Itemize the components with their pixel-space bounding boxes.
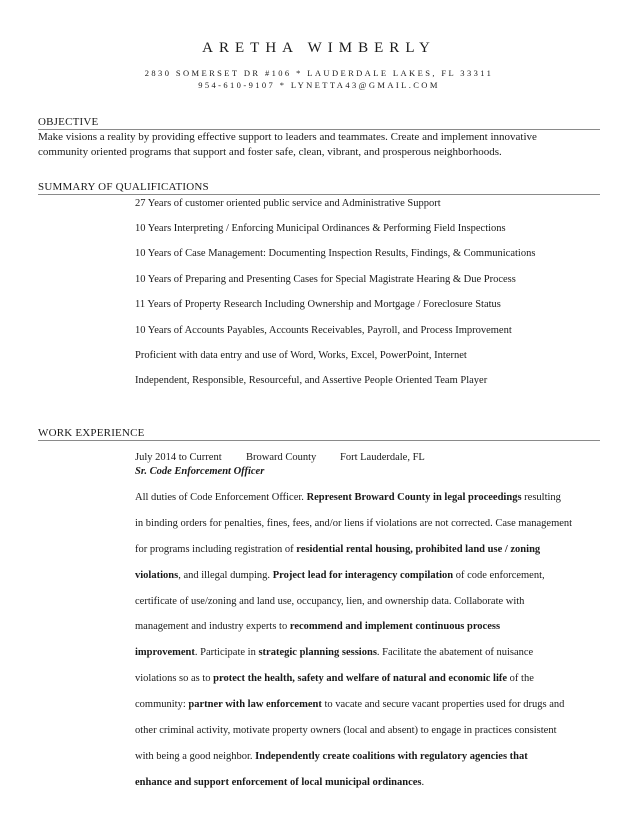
desc-text: , and illegal dumping. (178, 570, 273, 581)
desc-text: community: (135, 699, 189, 710)
job-description-line (135, 725, 557, 736)
job-location: Fort Lauderdale, FL (340, 452, 425, 463)
job-description-line (135, 777, 424, 788)
resume-name: ARETHA WIMBERLY (202, 40, 436, 56)
job-description-line (135, 751, 528, 762)
objective-heading: OBJECTIVE (38, 116, 99, 128)
job-description-line (135, 596, 524, 607)
desc-text: . Participate in (194, 647, 259, 658)
desc-bold: improvement (135, 647, 195, 658)
desc-bold: enhance and support enforcement of local municipal ordinances (135, 777, 422, 788)
phone-email-line: 954-610-9107 * LYNETTA43@GMAIL.COM (198, 80, 440, 90)
desc-text: for programs including registration of (135, 544, 297, 555)
desc-text: in binding orders for penalties, fines, fees, and/or liens if violations are not corrected. Case management (135, 518, 573, 529)
desc-bold: Independently create coalitions with regulatory agencies that (255, 751, 528, 762)
desc-text: resulting (521, 492, 561, 503)
job-organization: Broward County (246, 452, 317, 463)
work-divider (38, 440, 600, 441)
desc-bold: strategic planning sessions (258, 647, 377, 658)
objective-line-1: Make visions a reality by providing effective support to leaders and teammates. Create and implement innovative (38, 131, 537, 143)
desc-bold: protect the health, safety and welfare of natural and economic life (213, 673, 508, 684)
desc-bold: residential rental housing, prohibited land use / zoning (296, 544, 541, 555)
desc-bold: recommend and implement continuous process (289, 621, 501, 632)
job-title: Sr. Code Enforcement Officer (135, 466, 265, 477)
job-description-line (135, 647, 533, 658)
objective-divider (38, 129, 600, 130)
desc-text: . Facilitate the abatement of nuisance (376, 647, 534, 658)
desc-text: other criminal activity, motivate property owners (local and absent) to engage in practices consistent (135, 725, 557, 736)
desc-text: to vacate and secure vacant properties used for drugs and (321, 699, 565, 710)
desc-text: management and industry experts to (135, 621, 290, 632)
desc-text: violations so as to (135, 673, 214, 684)
qualification-item: 10 Years of Case Management: Documenting Inspection Results, Findings, & Communications (135, 248, 536, 259)
job-description-line (135, 699, 564, 710)
desc-text: certificate of use/zoning and land use, occupancy, lien, and ownership data. Collaborate with (135, 596, 525, 607)
objective-line-2: community oriented programs that support and foster safe, clean, vibrant, and prosperous neighborhoods. (38, 146, 502, 158)
job-description-line (135, 673, 534, 684)
qualification-item: 27 Years of customer oriented public service and Administrative Support (135, 198, 441, 209)
address-line: 2830 SOMERSET DR #106 * LAUDERDALE LAKES, FL 33311 (144, 68, 494, 78)
qualifications-divider (38, 194, 600, 195)
desc-bold: partner with law enforcement (188, 699, 322, 710)
job-description-line (135, 621, 500, 632)
job-dates: July 2014 to Current (135, 452, 222, 463)
qualification-item: Proficient with data entry and use of Word, Works, Excel, PowerPoint, Internet (135, 350, 467, 361)
job-description-line (135, 570, 545, 581)
desc-bold: violations (135, 570, 179, 581)
work-heading: WORK EXPERIENCE (38, 427, 145, 439)
desc-text: All duties of Code Enforcement Officer. (135, 492, 307, 503)
job-description-line (135, 492, 561, 503)
qualification-item: Independent, Responsible, Resourceful, and Assertive People Oriented Team Player (135, 375, 488, 386)
desc-bold: Represent Broward County in legal proceedings (306, 492, 522, 503)
desc-text: of the (507, 673, 534, 684)
job-description-line (135, 544, 540, 555)
job-description-line (135, 518, 572, 529)
desc-text: with being a good neighbor. (135, 751, 256, 762)
desc-bold: Project lead for interagency compilation (272, 570, 454, 581)
qualification-item: 10 Years of Preparing and Presenting Cases for Special Magistrate Hearing & Due Process (135, 274, 516, 285)
desc-text: of code enforcement, (453, 570, 545, 581)
desc-text: . (421, 777, 425, 788)
qualification-item: 10 Years of Accounts Payables, Accounts Receivables, Payroll, and Process Improvement (135, 325, 512, 336)
qualification-item: 11 Years of Property Research Including Ownership and Mortgage / Foreclosure Status (135, 299, 501, 310)
qualification-item: 10 Years Interpreting / Enforcing Municipal Ordinances & Performing Field Inspections (135, 223, 506, 234)
qualifications-heading: SUMMARY OF QUALIFICATIONS (38, 181, 209, 193)
